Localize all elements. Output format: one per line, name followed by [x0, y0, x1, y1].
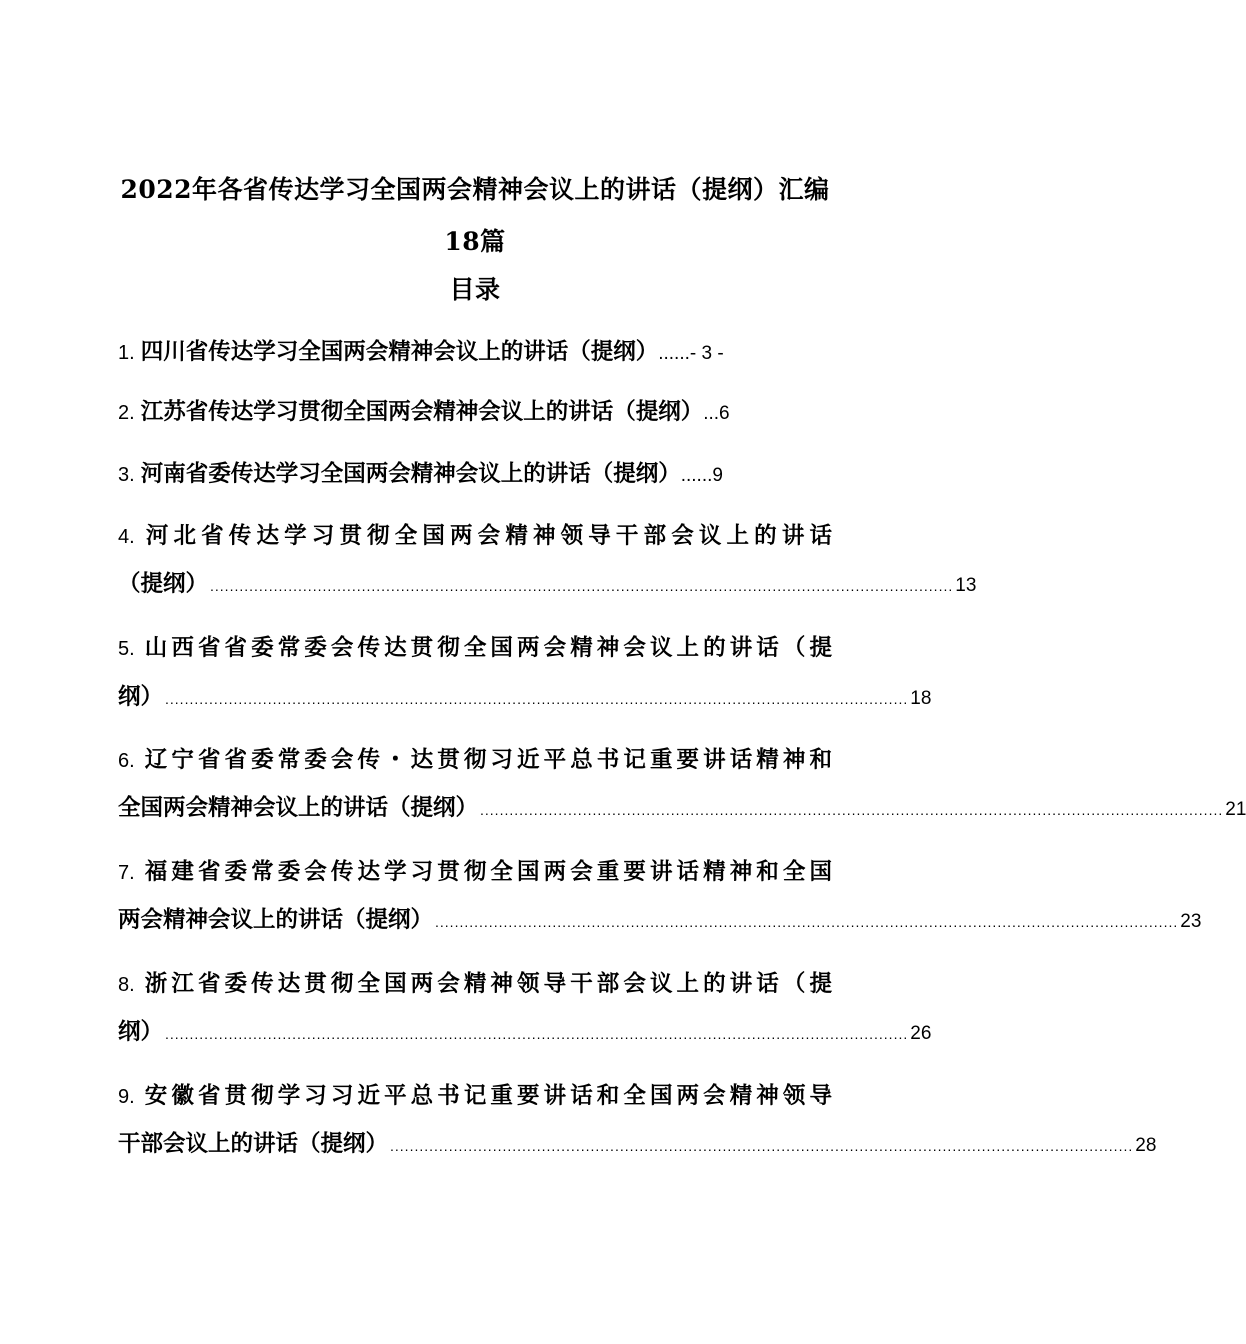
toc-heading: 目录	[449, 275, 501, 304]
toc-entry-page: 18	[910, 688, 932, 709]
toc-entry-8-cont[interactable]	[118, 1016, 932, 1048]
toc-entry-leader: ......	[680, 465, 713, 486]
toc-entry-8[interactable]	[118, 968, 832, 1000]
toc-entry-page: 21	[1225, 799, 1246, 820]
toc-entry-5[interactable]	[118, 632, 832, 664]
toc-entry-3[interactable]	[118, 458, 832, 490]
toc-entry-2[interactable]	[118, 396, 832, 428]
toc-entry-leader: ......	[658, 343, 690, 364]
toc-entry-title-cont: 全国两会精神会议上的讲话（提纲）	[118, 795, 479, 821]
toc-entry-5-cont[interactable]	[118, 681, 932, 713]
toc-entry-title-cont: 纲）	[118, 684, 164, 710]
toc-entry-title: 辽宁省省委常委会传・达贯彻习近平总书记重要讲话精神和	[140, 747, 832, 773]
toc-entry-7-cont[interactable]	[118, 904, 1202, 936]
toc-entry-leader: ........................................................................................................................................................	[390, 1138, 1134, 1154]
toc-entry-page: 6	[719, 403, 730, 424]
toc-entry-title-cont: （提纲）	[118, 571, 209, 597]
toc-entry-4[interactable]	[118, 520, 832, 552]
toc-entry-number: 2.	[118, 402, 135, 424]
toc-entry-number: 9.	[118, 1086, 135, 1108]
toc-entry-number: 1.	[118, 342, 135, 364]
toc-entry-9-cont[interactable]	[118, 1128, 1157, 1160]
toc-entry-number: 3.	[118, 464, 135, 486]
toc-entry-leader: ........................................................................................................................................................	[435, 914, 1179, 930]
toc-entry-4-cont[interactable]	[118, 568, 977, 600]
toc-entry-page: 13	[955, 575, 977, 596]
toc-entry-7[interactable]	[118, 856, 832, 888]
toc-entry-title: 四川省传达学习全国两会精神会议上的讲话（提纲）	[140, 339, 659, 365]
toc-entry-title: 福建省委常委会传达学习贯彻全国两会重要讲话精神和全国	[140, 859, 832, 885]
toc-entry-leader: ........................................................................................................................................................	[165, 691, 909, 707]
toc-entry-title-cont: 两会精神会议上的讲话（提纲）	[118, 907, 434, 933]
toc-entry-title: 浙江省委传达贯彻全国两会精神领导干部会议上的讲话（提	[140, 971, 832, 997]
toc-entry-title: 山西省省委常委会传达贯彻全国两会精神会议上的讲话（提	[140, 635, 832, 661]
toc-entry-page: 23	[1180, 911, 1202, 932]
toc-entry-page: - 3 -	[689, 343, 724, 364]
toc-entry-number: 4.	[118, 526, 135, 548]
toc-entry-number: 6.	[118, 750, 135, 772]
toc-entry-title-cont: 干部会议上的讲话（提纲）	[118, 1131, 389, 1157]
toc-entry-page: 28	[1135, 1135, 1157, 1156]
toc-entry-number: 8.	[118, 974, 135, 996]
toc-entry-page: 26	[910, 1023, 932, 1044]
toc-entry-title: 河北省传达学习贯彻全国两会精神领导干部会议上的讲话	[140, 523, 832, 549]
toc-entry-6-cont[interactable]	[118, 792, 1246, 824]
toc-entry-title: 安徽省贯彻学习习近平总书记重要讲话和全国两会精神领导	[140, 1083, 832, 1109]
toc-entry-leader: ...	[703, 403, 720, 424]
toc-entry-title-cont: 纲）	[118, 1019, 164, 1045]
toc-entry-1[interactable]	[118, 336, 832, 368]
toc-entry-9[interactable]	[118, 1080, 832, 1112]
toc-entry-number: 5.	[118, 638, 135, 660]
toc-entry-leader: ........................................................................................................................................................	[165, 1026, 909, 1042]
toc-entry-title: 河南省委传达学习全国两会精神会议上的讲话（提纲）	[140, 461, 681, 487]
document-subtitle: 18篇	[444, 227, 506, 256]
toc-entry-leader: ........................................................................................................................................................	[210, 578, 954, 594]
toc-entry-6[interactable]	[118, 744, 832, 776]
toc-entry-number: 7.	[118, 862, 135, 884]
document-title: 2022年各省传达学习全国两会精神会议上的讲话（提纲）汇编	[120, 175, 830, 204]
toc-entry-title: 江苏省传达学习贯彻全国两会精神会议上的讲话（提纲）	[140, 399, 704, 425]
toc-entry-leader: ........................................................................................................................................................	[480, 802, 1224, 818]
toc-entry-page: 9	[712, 465, 723, 486]
